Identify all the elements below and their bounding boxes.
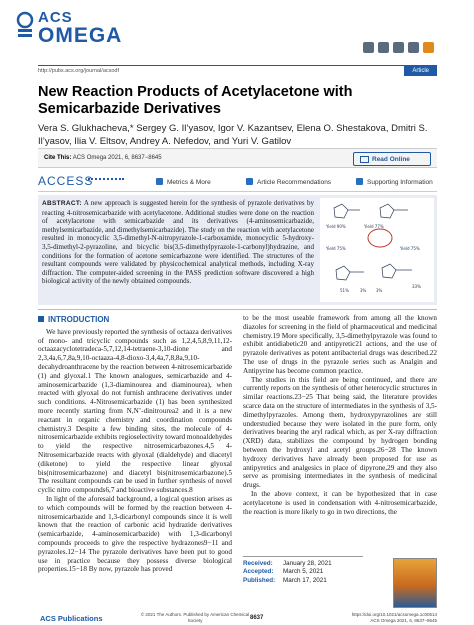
abstract-text: A new approach is suggested herein for the synthesis of pyrazole derivatives by reacting 4-nitrosemicarbazide with acetylacetone. Additional studies were done on the reaction of acetylacetone with semicarbazide and its derivatives (4-aminosemicarbazide, methylsemicarbazide, and dimethylsemicarbazide). The study on the reaction with acetylacetone resulted in monocyclic 3,5-dimethyl-N-nitropyrazole-1-carboxamide, monocyclic 5-hydroxy-3,5-dimethyl-2-pyrazoline, and bicyclic bis(3,5-dimethylpyrazole-1-carbonyl)hydrazine, and conditions for the formation of acetone semicarbazone were identified. The structures of the resultant compounds were validated by physicochemical analytical methods, including X-ray diffraction. The computer-aided screening in the PASS prediction software discovered a high biological activity of the newly obtained compounds. (42, 199, 314, 286)
logo-omega-text: OMEGA (38, 24, 123, 47)
section-square-icon (38, 316, 44, 322)
accepted-date (243, 568, 363, 576)
metrics-label: Metrics & More (167, 179, 211, 186)
journal-reference: ACS Omega 2021, 6, 8637−8645 (370, 617, 437, 623)
article-title: New Reaction Products of Acetylacetone with Semicarbazide Derivatives (38, 84, 353, 117)
cite-bar (38, 148, 437, 168)
read-online-icon (360, 156, 369, 163)
published-label: Published: (243, 576, 276, 584)
published-value: March 17, 2021 (283, 576, 327, 584)
logo-acs-text: ACS (38, 9, 73, 26)
email-icon[interactable] (408, 42, 419, 53)
recommendations-icon (246, 178, 253, 185)
toc-label-3: Yield 75% (326, 246, 346, 251)
recommendations-label: Article Recommendations (257, 179, 332, 186)
read-online-button[interactable] (353, 152, 431, 166)
read-online-label: Read Online (372, 156, 410, 163)
supporting-info-label: Supporting Information (367, 179, 433, 186)
accepted-label: Accepted: (243, 568, 274, 576)
body-paragraph: to be the most useable framework from among all the known diazoles for screening in the field of pharmaceutical and medicinal chemistry.19 More specifically, 3,5-dimethylpyrazole was found to exhibit antidiabetic20 and antipyretic21 actions, and the use of pyrazole derivatives as potent antibacterial drugs was described.22 The use of drugs in the pyrazole series such as Analgin and Antipyrine has become common practice. (243, 314, 437, 375)
received-value: January 28, 2021 (283, 560, 332, 567)
rss-icon[interactable] (423, 42, 434, 53)
access-bar (38, 172, 437, 192)
published-date (243, 577, 363, 585)
metrics-link[interactable] (156, 178, 211, 186)
body-paragraph: The studies in this field are being continued, and there are currently reports on the synthesis of other heterocyclic structures in similar reactions.23−25 That being said, the literature provides scarce data on the structure of intermediates in the synthesis of 3,5-dimethylpyrazoles. Among them, hydroxypyrazolines are still understudied because they were isolated in the pure form, only derivatives bearing the aryl radical which, as per X-ray diffraction (XRD) data, stabilizes the compound by hydrogen bonding between the hydroxyl and acetyl groups.26−28 The known hydroxy derivatives have already been proposed for use as antipyretics and analgesics in place of dipyrone,29 and they also serve as promising intermediates in the synthesis of medicinal drugs. (243, 375, 437, 490)
share-icons (363, 42, 434, 53)
access-dots-decoration (88, 178, 124, 183)
toc-label-6: 3% (360, 288, 367, 293)
cite-label: Cite This: (44, 155, 72, 161)
body-paragraph: In light of the aforesaid background, a logical question arises as to which compounds will be formed by the reaction between 4-nitrosemicarbazide and 1,3-dicarbonyl compounds since it is well known that the reaction of carbonic acid hydrazide derivatives (semicarbazide, 4-aminosemicarbazide) with 1,3-dicarbonyl compounds proceeds to give the respective hydrazones9−11 and pyrazoles.12−14 The pyrazole derivatives have been put to good use in practice because they possess diverse biological properties.15−18 By now, pyrazole has proved (38, 494, 232, 574)
received-date (243, 560, 363, 568)
toc-label-8: 33% (412, 284, 421, 289)
supporting-info-link[interactable] (356, 178, 433, 186)
accepted-value: March 5, 2021 (283, 568, 324, 576)
page-number: 8637 (250, 615, 264, 621)
toc-graphic (320, 198, 434, 302)
abstract (42, 199, 314, 286)
introduction-heading (38, 316, 232, 325)
journal-url[interactable]: http://pubs.acs.org/journal/acsodf (38, 68, 120, 74)
author-list: Vera S. Glukhacheva,* Sergey G. Il’yasov, Igor V. Kazantsev, Elena O. Shestakova, Dmitri S. Il’yasov, Ilia V. Eltsov, Andrey A. Nefedov, and Yuri V. Gatilov (38, 123, 428, 147)
toc-label-4: Yield 75% (400, 246, 420, 251)
facebook-icon[interactable] (378, 42, 389, 53)
acs-publications-logo[interactable]: ACS Publications (40, 614, 103, 623)
abstract-label: ABSTRACT: (42, 200, 82, 207)
url-bar (38, 65, 437, 76)
toc-label-7: 3% (376, 288, 383, 293)
body-paragraph: In the above context, it can be hypothesized that in case acetylacetone is used in condensation with 4-nitrosemicarbazide, the reaction is more likely to go in two directions, the (243, 489, 437, 516)
article-dates (243, 556, 363, 585)
toc-label-1: Yield 90% (326, 224, 346, 229)
page-footer (0, 610, 474, 625)
access-label: ACCESS (38, 174, 94, 188)
journal-header (0, 0, 474, 62)
body-paragraph: We have previously reported the synthesis of octaaza derivatives of mono- and tricyclic compounds such as 1,2,4,5,8,9,11,12-octaazacyclotetradeca-5,7,12,14-tetraene-3,10-dione and 2,3,4a,6,7,8a,9,10-octaaza-4,8-dioxo-3,4,4a,7,8,8a,9,10-decahydroanthracene by the reaction between 4-nitrosemicarbazide (1) and glyoxal.1 The known analogues, semicarbazide and 4-aminosemicarbazide (1,3-diaminourea and diaminourea), when reacted with glyoxal do not furnish anthracene derivatives under such conditions. 4-Nitrosemicarbazide (1) has been synthesized more recently starting from N,N’-dinitrourea2 and it is a new reactant in organic chemistry and coordination compounds chemistry.3 Despite a few binding sites, the molecule of 4-nitrosemicarbazide exhibits regioselectivity toward monoaldehydes to yield the respective nitrosemicarbazones.4,5 4-Nitrosemicarbazide reacts with glyoxal (dialdehyde) and diacetyl (diketone) to yield the respective linear glyoxal bis(nitrosemicarbazone) and diacetyl bis(nitrosemicarbazone).5 The resultant compounds can be used in further synthesis of novel cyclic nitro compounds6,7 and bioactive substances.8 (38, 327, 233, 495)
copyright-notice: © 2021 The Authors. Published by American Chemical Society (140, 612, 250, 623)
journal-cover-thumbnail[interactable] (393, 558, 437, 608)
journal-logo[interactable] (38, 10, 122, 46)
received-label: Received: (243, 560, 273, 567)
cite-reference[interactable]: ACS Omega 2021, 6, 8637−8645 (72, 155, 162, 161)
body-column-left (38, 314, 232, 574)
toc-label-5: 51% (340, 288, 349, 293)
article-type-badge: Article (404, 66, 437, 76)
acs-omega-logo-icon (16, 11, 34, 41)
toc-label-2: Yield 77% (364, 224, 384, 229)
section-divider (38, 309, 437, 310)
twitter-icon[interactable] (393, 42, 404, 53)
supporting-info-icon (356, 178, 363, 185)
recommendations-link[interactable] (246, 178, 331, 186)
body-column-right (243, 314, 437, 516)
introduction-heading-label: INTRODUCTION (48, 315, 110, 324)
doi-link[interactable]: https://doi.org/10.1021/acsomega.1c00514 (351, 612, 437, 617)
footer-doi[interactable] (352, 612, 437, 623)
share-icon[interactable] (363, 42, 374, 53)
abstract-box (38, 195, 437, 305)
citation (44, 155, 162, 161)
metrics-icon (156, 178, 163, 185)
